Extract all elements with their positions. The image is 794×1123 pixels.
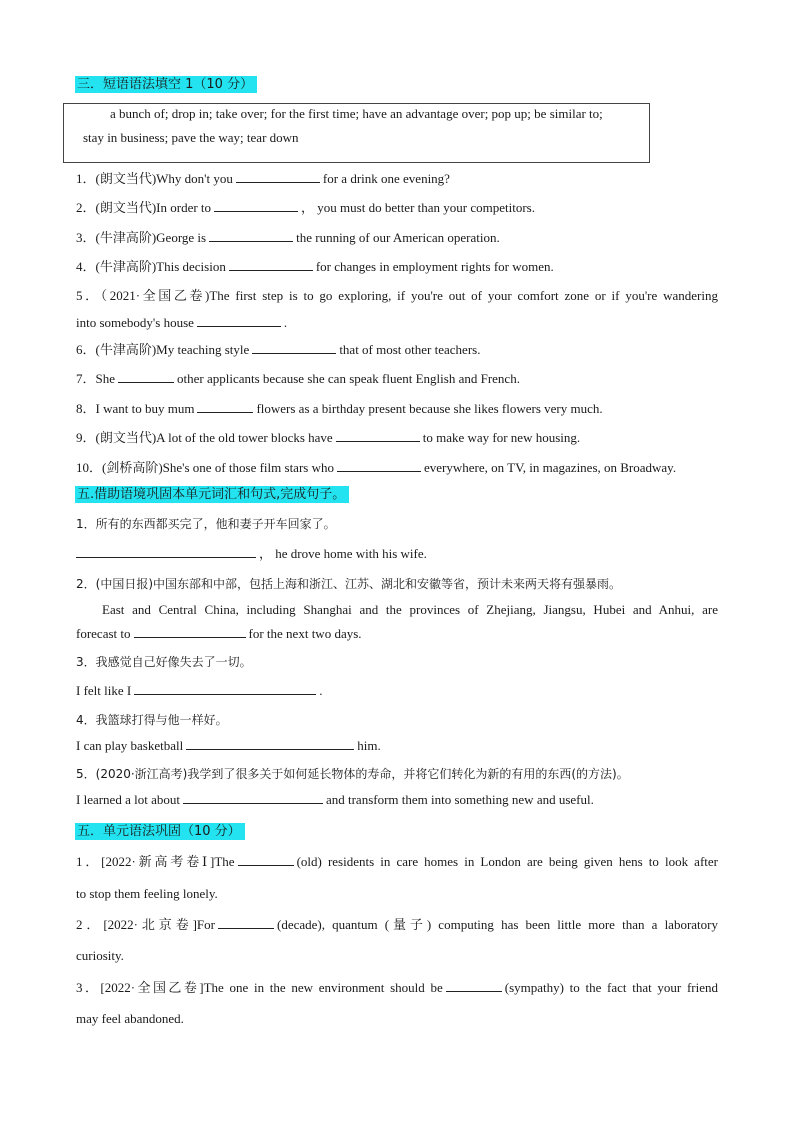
question-3-zh: 3．我感觉自己好像失去了一切。 [76,655,252,669]
answer-blank[interactable] [238,854,294,866]
question-text: ， he drove home with his wife. [259,546,427,561]
section-header: 五．单元语法巩固（10 分） [75,823,245,840]
question-6 [76,342,480,358]
question-4-zh: 4．我篮球打得与他一样好。 [76,713,228,727]
question-1-zh: 1．所有的东西都买完了，他和妻子开车回家了。 [76,517,336,531]
section-header: 三．短语语法填空 1（10 分） [75,76,257,93]
question-1 [76,171,450,187]
question-text: forecast to [76,626,131,641]
answer-blank[interactable] [197,315,281,327]
question-text: for a drink one evening? [322,171,450,186]
word-bank-line: stay in business; pave the way; tear down [83,130,299,145]
answer-blank[interactable] [218,917,274,929]
answer-blank[interactable] [118,371,174,383]
question-text: I felt like I [76,683,132,698]
answer-blank[interactable] [76,546,256,558]
question-text: everywhere, on TV, in magazines, on Broadway. [423,460,677,475]
question-text: 7．She [76,371,116,386]
question-text: (sympathy) to the fact that your friend [504,980,718,995]
question-text: 2．(朗文当代)In order to [76,200,212,215]
question-10 [76,460,676,476]
question-4 [76,259,554,275]
question-text: to make way for new housing. [422,430,581,445]
question-text: for the next two days. [248,626,362,641]
word-bank-line: a bunch of; drop in; take over; for the first time; have an advantage over; pop up; be similar to; [110,106,603,121]
question-5-en [76,792,594,808]
answer-blank[interactable] [252,342,336,354]
question-text: that of most other teachers. [339,342,481,357]
answer-blank[interactable] [134,683,316,695]
answer-blank[interactable] [236,171,320,183]
question-text: 6．(牛津高阶)My teaching style [76,342,250,357]
question-3-line1 [76,980,718,996]
question-9 [76,430,580,446]
question-1-line1 [76,854,718,870]
question-5-zh: 5．(2020·浙江高考)我学到了很多关于如何延长物体的寿命，并将它们转化为新的有用的东西(的方法)。 [76,767,629,781]
question-text: 9．(朗文当代)A lot of the old tower blocks have [76,430,333,445]
question-text: (old) residents in care homes in London are being given hens to look after [296,854,718,869]
question-text: . [319,683,323,698]
question-text: for changes in employment rights for women. [315,259,554,274]
question-text: 1．(朗文当代)Why don't you [76,171,233,186]
question-2-en-line1: East and Central China, including Shanghai and the provinces of Zhejiang, Jiangsu, Hubei and Anhui, are [102,602,718,617]
question-5-line2 [76,315,287,331]
question-text: into somebody's house [76,315,194,330]
answer-blank[interactable] [337,460,421,472]
answer-blank[interactable] [186,738,354,750]
answer-blank[interactable] [446,980,502,992]
question-text: . [283,315,288,330]
question-2-line2: curiosity. [76,948,124,963]
question-2 [76,200,535,216]
question-1-line2: to stop them feeling lonely. [76,886,218,901]
question-2-zh: 2．(中国日报)中国东部和中部，包括上海和浙江、江苏、湖北和安徽等省，预计未来两天将有强暴雨。 [76,577,622,591]
question-text: other applicants because she can speak fluent English and French. [177,371,520,386]
answer-blank[interactable] [209,230,293,242]
question-text: flowers as a birthday present because she likes flowers very much. [256,401,603,416]
answer-blank[interactable] [197,401,253,413]
question-text: ， you must do better than your competitors. [301,200,535,215]
question-text: 3．(牛津高阶)George is [76,230,207,245]
question-7 [76,371,520,387]
question-text: 2．[2022·北京卷]For [76,917,215,932]
question-text: I learned a lot about [76,792,180,807]
question-text: I can play basketball [76,738,184,753]
answer-blank[interactable] [214,200,298,212]
question-text: (decade), quantum (量子) computing has been little more than a laboratory [276,917,718,932]
word-bank-box [63,103,650,163]
question-3-en [76,683,322,699]
question-text: the running of our American operation. [296,230,500,245]
question-text: 8．I want to buy mum [76,401,195,416]
question-text: 1．[2022·新高考卷Ⅰ]The [76,854,235,869]
question-8 [76,401,603,417]
question-text: and transform them into something new and useful. [325,792,594,807]
question-3-line2: may feel abandoned. [76,1011,184,1026]
question-2-en-line2 [76,626,362,642]
section-header: 五.借助语境巩固本单元词汇和句式,完成句子。 [75,486,349,503]
question-text: 4．(牛津高阶)This decision [76,259,226,274]
answer-blank[interactable] [229,259,313,271]
answer-blank[interactable] [183,792,323,804]
question-text: him. [357,738,381,753]
answer-blank[interactable] [336,430,420,442]
question-1-en [76,546,427,562]
answer-blank[interactable] [134,626,246,638]
question-text: 3．[2022·全国乙卷]The one in the new environment should be [76,980,443,995]
question-2-line1 [76,917,718,933]
question-4-en [76,738,381,754]
question-5-line1: 5．（2021·全国乙卷)The first step is to go exploring, if you're out of your comfort zone or if you're wandering [76,288,718,303]
question-3 [76,230,500,246]
question-text: 10．(剑桥高阶)She's one of those film stars who [76,460,334,475]
